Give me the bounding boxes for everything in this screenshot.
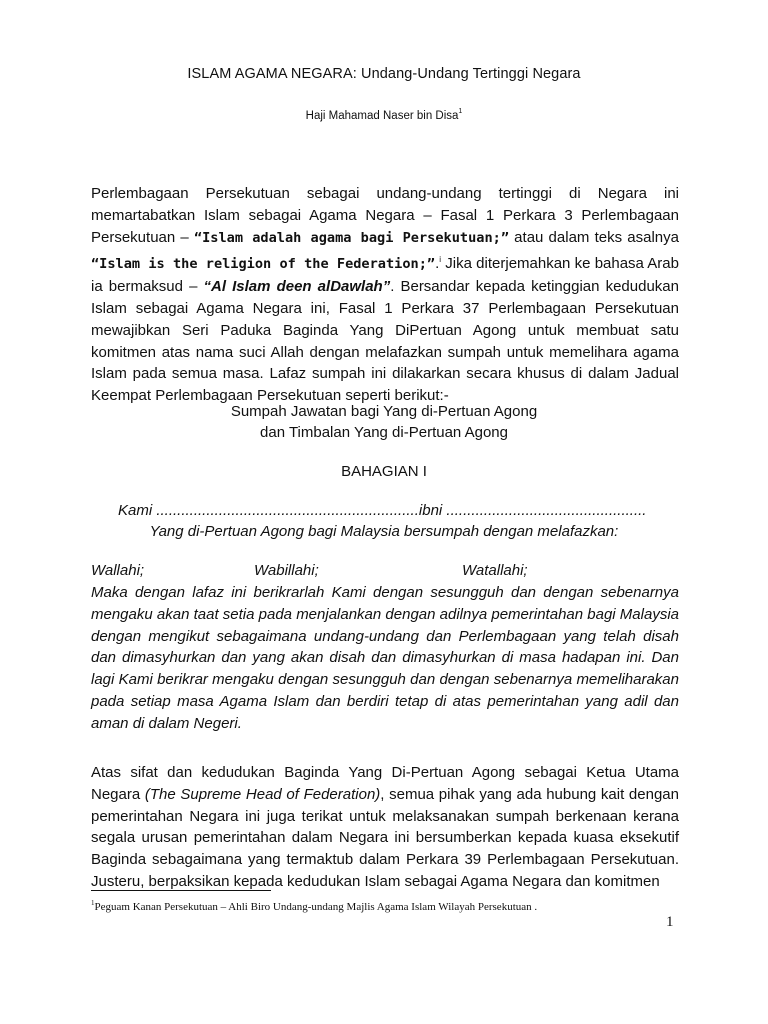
oath-body: Maka dengan lafaz ini berikrarlah Kami dengan sesungguh dan dengan sebenarnya mengaku akan taat setia pada menjalankan dengan adilnya pemerintahan bagi Malaysia dengan mengikut sebagaimana undang-undang dan Perlembagaan yang telah disah dan dimasyhurkan dan yang akan disah dan dimasyhurkan di masa hadapan ini. Dan lagi Kami berikrar mengaku dengan sesungguh dan dengan sebenarnya memeliharakan pada setiap masa Agama Islam dan berdiri tetap di atas pemerintahan yang adil dan aman di dalam Negeri. [91, 584, 679, 732]
author-name: Haji Mahamad Naser bin Disa [305, 110, 459, 122]
paragraph-constitution: Perlembagaan Persekutuan sebagai undang-undang tertinggi di Negara ini memartabatkan Islam sebagai Agama Negara – Fasal 1 Perkara 3 Perlembagaan Persekutuan – “Islam adalah agama bagi Persekutuan;” atau dalam teks asalnya “Islam is the religion of the Federation;”.$^i$ Jika diterjemahkan ke bahasa Arab ia bermaksud – “Al Islam deen alDawlah”. Bersandar kepada ketinggian kedudukan Islam sebagai Agama Negara ini, Fasal 1 Perkara 37 Perlembagaan Persekutuan mewajibkan Seri Paduka Baginda Yang DiPertuan Agong untuk membuat satu komitmen atas nama suci Allah dengan melafazkan sumpah untuk memelihara agama Islam pada semua masa. Lafaz sumpah ini dilakarkan secara khusus di dalam Jadual Keempat Perlembagaan Persekutuan seperti berikut:- [91, 185, 679, 405]
paragraph-supreme-head: Atas sifat dan kedudukan Baginda Yang Di-Pertuan Agong sebagai Ketua Utama Negara (The Supreme Head of Federation), semua pihak yang ada hubung kait dengan pemerintahan Negara ini juga terikat untuk melaksanakan sumpah berkenaan kerana segala urusan pemerintahan dalam Negara ini bersumberkan kepada kuasa eksekutif Baginda sebagaimana yang termaktub dalam Perkara 39 Perlembagaan Persekutuan. Justeru, berpaksikan kepada kedudukan Islam sebagai Agama Negara dan komitmen [91, 764, 679, 890]
document-title: ISLAM AGAMA NEGARA: Undang-Undang Tertinggi Negara [187, 66, 581, 82]
author-footnote-mark: 1 [458, 108, 463, 115]
footnote-divider [91, 890, 271, 891]
kami-line: Kami ...............................................................ibni ................................................ [118, 502, 647, 519]
supreme-head-english: (The Supreme Head of Federation) [144, 785, 381, 803]
quote-arabic: “Al Islam deen alDawlah” [203, 278, 391, 296]
quote-english: “Islam is the religion of the Federation;” [91, 256, 436, 273]
footnote-text: Peguam Kanan Persekutuan – Ahli Biro Undang-undang Majlis Agama Islam Wilayah Persekutuan . [94, 901, 538, 913]
oath-title-line-2: dan Timbalan Yang di-Pertuan Agong [260, 424, 508, 441]
kami-subline: Yang di-Pertuan Agong bagi Malaysia bersumpah dengan melafazkan: [149, 523, 619, 540]
section-heading: BAHAGIAN I [341, 463, 427, 480]
author-line [0, 108, 768, 122]
footnote-mark: 1 [91, 899, 95, 907]
oath-word-wallahi: Wallahi; [91, 562, 145, 579]
endnote-mark: i [439, 255, 442, 265]
page-number: 1 [666, 914, 674, 930]
oath-word-wabillahi: Wabillahi; [254, 562, 319, 579]
quote-malay: “Islam adalah agama bagi Persekutuan;” [193, 229, 509, 246]
oath-title-line-1: Sumpah Jawatan bagi Yang di-Pertuan Agong [230, 403, 538, 420]
oath-words [91, 562, 679, 584]
oath-word-watallahi: Watallahi; [462, 562, 528, 579]
footnote [91, 899, 691, 913]
